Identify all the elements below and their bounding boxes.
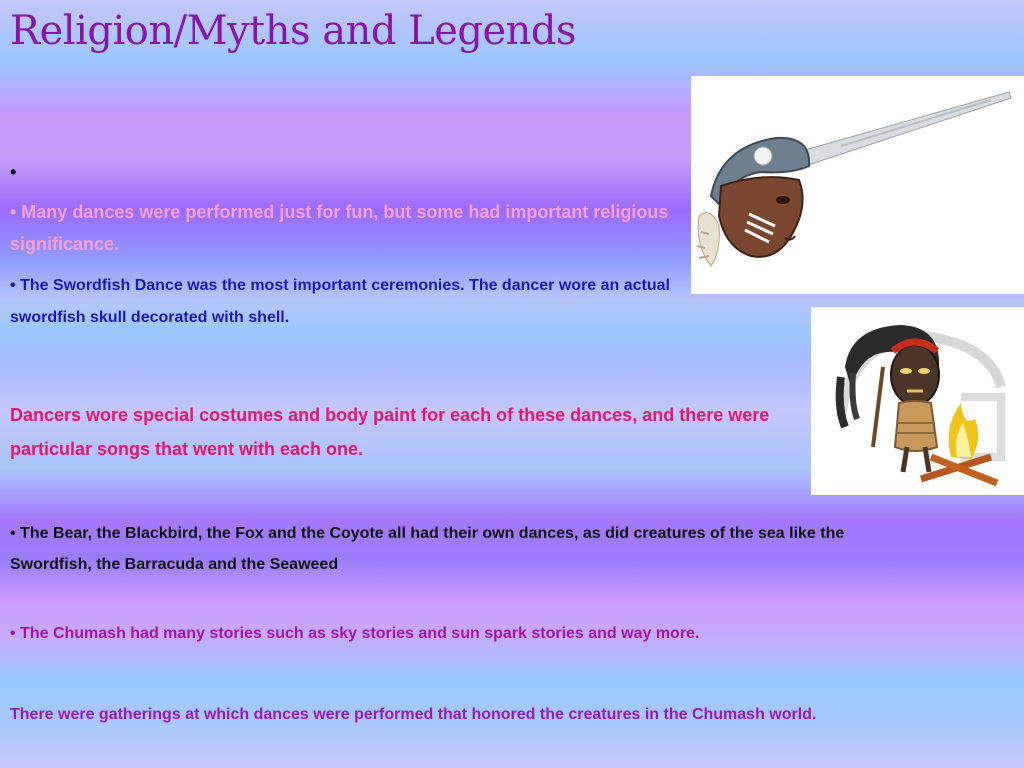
campfire-dancer-image	[811, 307, 1024, 495]
paragraph-gatherings: There were gatherings at which dances were performed that honored the creatures in the Chumash world.	[10, 706, 817, 723]
paragraph-costumes: Dancers wore special costumes and body paint for each of these dances, and there were particular songs that went with each one.	[10, 405, 770, 459]
paragraph-animal-dances: • The Bear, the Blackbird, the Fox and the Coyote all had their own dances, as did creatures of the sea like the Swordfish, the Barracuda and the Seaweed	[10, 525, 845, 573]
swordfish-dancer-image	[691, 76, 1024, 294]
paragraph-swordfish-dance: • The Swordfish Dance was the most important ceremonies. The dancer wore an actual swordfish skull decorated with shell.	[10, 277, 670, 326]
paragraph-dances-fun: • Many dances were performed just for fun, but some had important religious significance.	[10, 202, 669, 254]
paragraph-stories: • The Chumash had many stories such as sky stories and sun spark stories and way more.	[10, 625, 700, 642]
page-title: Religion/Myths and Legends	[10, 8, 577, 54]
empty-bullet: •	[10, 162, 17, 182]
